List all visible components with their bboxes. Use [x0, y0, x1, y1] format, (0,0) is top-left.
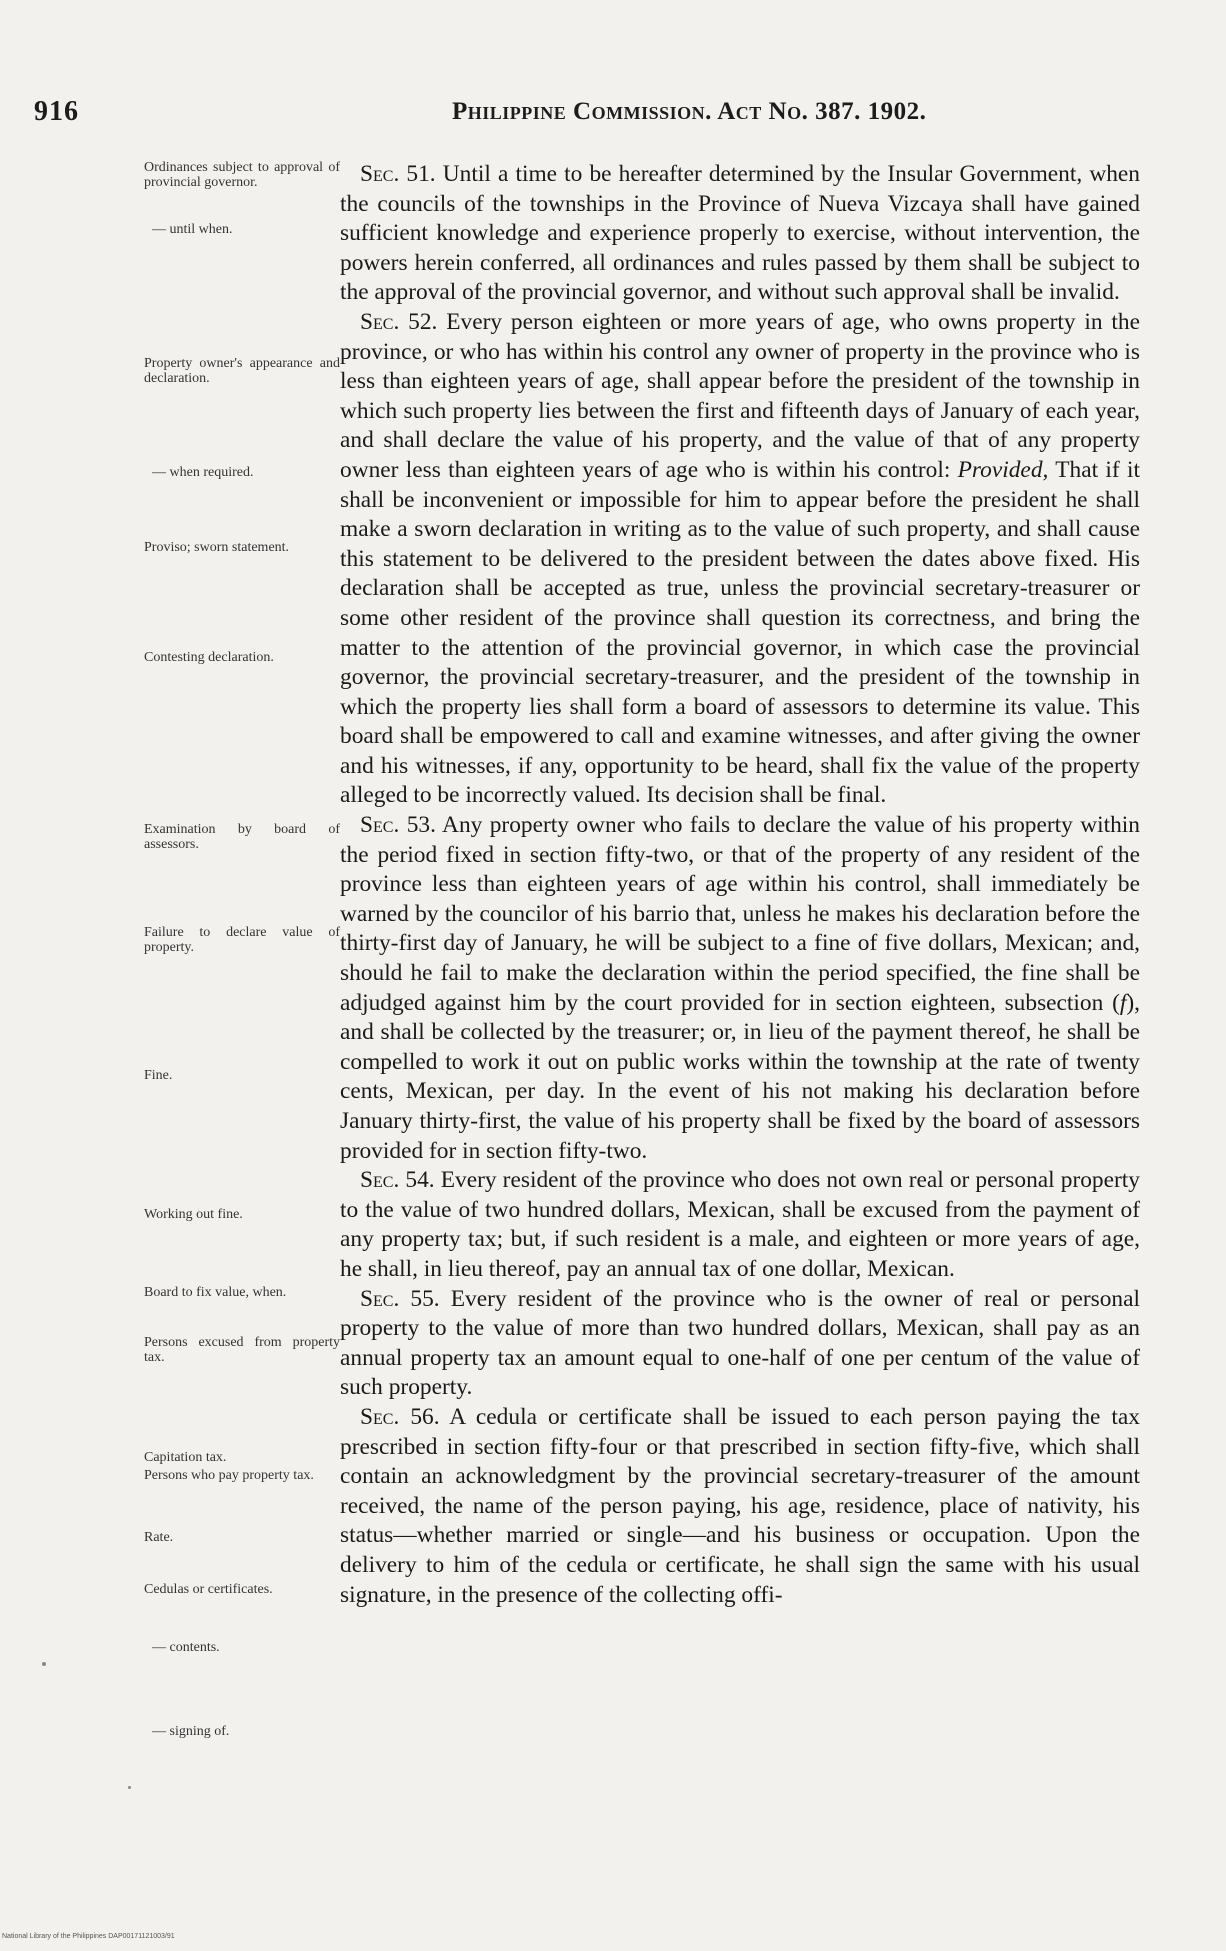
margin-note: — signing of. — [152, 1724, 230, 1739]
section-52 — [340, 308, 1140, 811]
margin-note: — when required. — [152, 465, 254, 480]
section-51 — [340, 160, 1140, 308]
margin-note: — contents. — [152, 1640, 220, 1655]
section-text: That if it shall be inconvenient or impossible for him to appear before the president he shall make a sworn declaration in writing as to the value of such property, and shall cause this statement to be delivered to the president between the dates above fixed. His declaration shall be accepted as true, unless the provincial secretary-treasurer or some other resident of the province shall question its correctness, and bring the matter to the attention of the provincial governor, in which case the provincial governor, the provincial secretary-treasurer, and the president of the township in which the property lies shall form a board of assessors to determine its value. This board shall be empowered to call and examine witnesses, and after giving the owner and his witnesses, if any, opportunity to be heard, shall fix the value of the property alleged to be incorrectly valued. Its decision shall be final. — [340, 456, 1140, 809]
scan-speck — [42, 1662, 46, 1666]
scan-speck — [128, 1786, 131, 1789]
margin-note: Examination by board of assessors. — [144, 822, 340, 852]
section-text: ), and shall be collected by the treasurer; or, in lieu of the payment thereof, he shall be compelled to work it out on public works within the township at the rate of twenty cents, Mexican, per day. In the event of his not making his declaration before January thirty-first, the value of his property shall be fixed by the board of assessors provided for in section fifty-two. — [340, 989, 1140, 1164]
margin-note: Cedulas or certificates. — [144, 1582, 273, 1597]
section-55 — [340, 1285, 1140, 1403]
margin-note: Persons who pay property tax. — [144, 1468, 314, 1483]
proviso-term: Provided, — [957, 456, 1049, 483]
margin-note: Board to fix value, when. — [144, 1285, 287, 1300]
subsection-letter: f — [1119, 989, 1127, 1016]
section-text: Every person eighteen or more years of age, who owns property in the province, or who has within his control any owner of property in the province who is less than eighteen years of age, shall appear before the president of the township in which such property lies between the first and fifteenth days of January of each year, and shall declare the value of his property, and the value of that of any property owner less than eighteen years of age who is within his control: — [340, 308, 1140, 483]
section-text: Any property owner who fails to declare the value of his property within the period fixed in section fifty-two, or that of the property of any resident of the province less than eighteen years of age within his control, shall immediately be warned by the councilor of his barrio that, unless he makes his declaration before the thirty-first day of January, he will be subject to a fine of five dollars, Mexican; and, should he fail to make the declaration within the period specified, the fine shall be adjudged against him by the court provided for in section eighteen, subsection ( — [340, 812, 1141, 1016]
running-head: Philippine Commission. Act No. 387. 1902. — [452, 98, 927, 125]
margin-note: Failure to declare value of property. — [144, 925, 340, 955]
margin-note: Working out fine. — [144, 1207, 243, 1222]
footer-credit: National Library of the Philippines DAP00171121003/91 — [2, 1933, 175, 1940]
section-text: Every resident of the province who is the owner of real or personal property to the value of more than two hundred dollars, Mexican, shall pay as an annual property tax an amount equal to one-half of one per centum of the value of such property. — [340, 1285, 1140, 1401]
margin-note: Ordinances subject to approval of provincial governor. — [144, 160, 340, 190]
section-label: Sec. 55. — [360, 1285, 440, 1312]
section-label: Sec. 51. — [360, 161, 436, 187]
margin-note: Proviso; sworn statement. — [144, 540, 290, 555]
page-number: 916 — [34, 96, 79, 127]
body-text — [340, 160, 1140, 1610]
section-label: Sec. 54. — [360, 1167, 435, 1194]
section-text: Every resident of the province who does not own real or personal property to the value of two hundred dollars, Mexican, shall be excused from the payment of any property tax; but, if such resident is a male, and eighteen or more years of age, he shall, in lieu thereof, pay an annual tax of one dollar, Mexican. — [340, 1167, 1140, 1282]
section-text: Until a time to be hereafter determined by the Insular Government, when the councils of the townships in the Province of Nueva Vizcaya shall have gained sufficient knowledge and experience properly to exercise, without intervention, the powers herein conferred, all ordinances and rules passed by them shall be subject to the approval of the provincial governor, and without such approval shall be invalid. — [340, 161, 1140, 306]
section-53 — [340, 811, 1140, 1166]
margin-note: Rate. — [144, 1530, 174, 1545]
margin-note: Property owner's appearance and declaration. — [144, 356, 340, 386]
section-54 — [340, 1166, 1140, 1284]
margin-note: — until when. — [152, 222, 233, 237]
margin-note: Persons excused from property tax. — [144, 1335, 340, 1365]
section-56 — [340, 1403, 1140, 1610]
margin-note: Capitation tax. — [144, 1450, 227, 1465]
section-text: A cedula or certificate shall be issued to each person paying the tax prescribed in section fifty-four or that prescribed in section fifty-five, which shall contain an acknowledgment by the provincial secretary-treasurer of the amount received, the name of the person paying, his age, residence, place of nativity, his status—whether married or single—and his business or occupation. Upon the delivery to him of the cedula or certificate, he shall sign the same with his usual signature, in the presence of the collecting offi- — [340, 1403, 1141, 1608]
margin-note: Fine. — [144, 1068, 173, 1083]
section-label: Sec. 53. — [360, 812, 436, 839]
margin-note: Contesting declaration. — [144, 650, 274, 665]
section-label: Sec. 52. — [360, 308, 438, 335]
section-label: Sec. 56. — [360, 1403, 440, 1430]
